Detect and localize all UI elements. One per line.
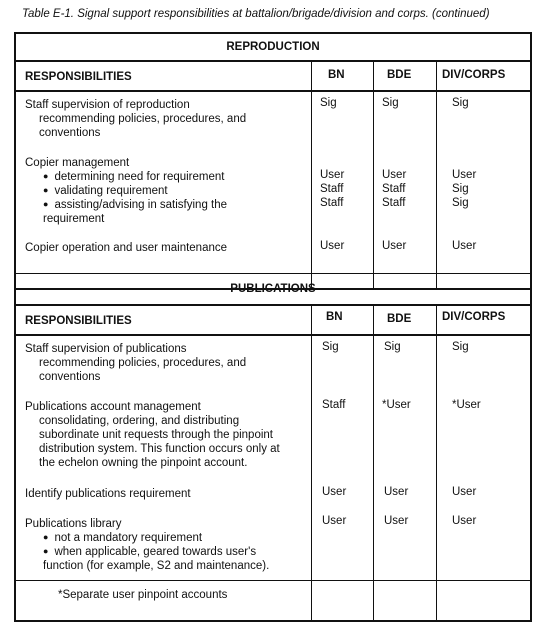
header-responsibilities: RESPONSIBILITIES [25, 71, 132, 83]
row-text: Staff supervision of reproduction [25, 99, 190, 111]
row-text: requirement [43, 213, 105, 225]
cell-bde: User [382, 169, 407, 181]
row-text: distribution system. This function occurs only at [39, 443, 280, 455]
cell-div-corps: *User [452, 399, 481, 411]
cell-bn: Sig [322, 341, 339, 353]
cell-bde: Sig [382, 97, 399, 109]
header-bn: BN [326, 311, 343, 323]
cell-div-corps: User [452, 169, 477, 181]
cell-div-corps: User [452, 515, 477, 527]
row-text: Identify publications requirement [25, 488, 191, 500]
header-bn: BN [328, 69, 345, 81]
cell-bn: Staff [320, 197, 344, 209]
row-text: consolidating, ordering, and distributing [39, 415, 240, 427]
bullet-item: ● validating requirement [43, 184, 168, 198]
row-divider [16, 60, 530, 62]
row-text: the echelon owning the pinpoint account. [39, 457, 248, 469]
cell-div-corps: Sig [452, 97, 469, 109]
col-divider-div [436, 304, 437, 622]
header-responsibilities: RESPONSIBILITIES [25, 315, 132, 327]
col-divider-bde [373, 62, 374, 290]
row-divider [16, 334, 530, 336]
cell-bn: Staff [322, 399, 346, 411]
cell-bde: Staff [382, 183, 406, 195]
row-text: Copier management [25, 157, 130, 169]
row-text: Publications account management [25, 401, 201, 413]
row-text: subordinate unit requests through the pinpoint [39, 429, 273, 441]
header-bde: BDE [387, 313, 412, 325]
cell-bde: *User [382, 399, 411, 411]
row-divider [16, 273, 530, 274]
bullet-item: ● when applicable, geared towards user's [43, 545, 256, 559]
row-divider [16, 90, 530, 92]
col-divider-div [436, 62, 437, 290]
row-text: recommending policies, procedures, and [39, 113, 247, 125]
col-divider-bn [311, 304, 312, 622]
cell-div-corps: Sig [452, 197, 469, 209]
row-divider [16, 580, 530, 581]
section-title-reproduction: REPRODUCTION [226, 41, 320, 53]
cell-bn: User [320, 169, 345, 181]
bullet-item: ● determining need for requirement [43, 170, 224, 184]
section-title-publications: PUBLICATIONS [230, 283, 316, 295]
cell-bde: User [384, 486, 409, 498]
cell-bde: Staff [382, 197, 406, 209]
header-bde: BDE [387, 69, 412, 81]
cell-bn: User [322, 515, 347, 527]
row-text: recommending policies, procedures, and [39, 357, 247, 369]
row-divider [16, 304, 530, 306]
cell-bde: User [384, 515, 409, 527]
cell-div-corps: Sig [452, 183, 469, 195]
cell-bn: Staff [320, 183, 344, 195]
col-divider-bde [373, 304, 374, 622]
bullet-item: ● not a mandatory requirement [43, 531, 202, 545]
row-text: function (for example, S2 and maintenance). [43, 560, 270, 572]
bullet-item: ● assisting/advising in satisfying the [43, 198, 227, 212]
row-text: Publications library [25, 518, 122, 530]
cell-bn: Sig [320, 97, 337, 109]
cell-bde: User [382, 240, 407, 252]
cell-bn: User [322, 486, 347, 498]
cell-bn: User [320, 240, 345, 252]
cell-div-corps: User [452, 240, 477, 252]
header-div-corps: DIV/CORPS [442, 69, 506, 81]
table-caption: Table E-1. Signal support responsibilities at battalion/brigade/division and corps. (continued) [22, 8, 490, 20]
cell-div-corps: User [452, 486, 477, 498]
cell-div-corps: Sig [452, 341, 469, 353]
row-text: conventions [39, 371, 101, 383]
row-text: conventions [39, 127, 101, 139]
row-text: Staff supervision of publications [25, 343, 187, 355]
cell-bde: Sig [384, 341, 401, 353]
footnote: *Separate user pinpoint accounts [58, 589, 228, 601]
responsibilities-table [14, 32, 532, 622]
row-text: Copier operation and user maintenance [25, 242, 228, 254]
col-divider-bn [311, 62, 312, 290]
header-div-corps: DIV/CORPS [442, 311, 506, 323]
